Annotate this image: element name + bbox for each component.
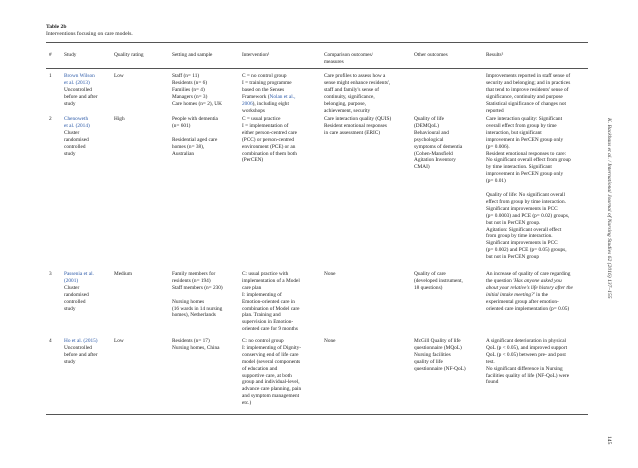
row2-quality: High — [114, 116, 125, 122]
row1-intervention-tail: ), including eight workshops — [242, 100, 289, 114]
header-num: # — [49, 52, 52, 58]
row3-study — [64, 271, 94, 312]
header-setting: Setting and sample — [172, 52, 213, 58]
table-number: Table 2b — [46, 24, 67, 30]
row2-study-link[interactable]: Chenoweth et al. (2014) — [64, 116, 90, 129]
row1-intervention-text: C = no control group I = training programme based on the Senses Framework ( — [242, 73, 292, 100]
row1-study — [64, 73, 98, 108]
row2-study — [64, 116, 90, 157]
bottom-rule — [46, 414, 588, 415]
row2-other: Quality of life (DEMQoL) Behavioural and psychological symptoms of dementia (Cohen-Mansfield Agitation Inventory CMAI) — [414, 116, 463, 171]
row3-comparison: None — [324, 271, 336, 277]
table-caption — [46, 24, 133, 38]
table-title: Interventions focusing on care models. — [46, 31, 133, 37]
header-other: Other outcomes — [414, 52, 448, 58]
row1-results: Improvements reported in staff sense of security and belonging; and in practices that tend to improve residents' sense of significance, continuity and purpose Statistical significance of changes not reported — [486, 73, 571, 114]
header-comparison: Comparison outcomes/ measures — [324, 52, 373, 65]
header-intervention: Intervention¹ — [242, 52, 270, 58]
row1-quality: Low — [114, 73, 124, 79]
row3-quality: Medium — [114, 271, 132, 277]
row3-intervention: C: usual practice with implementation of a Model care plan I: implementing of Emotion-oriented care in combination of Model care plan. Training and supervision in Emotion- oriented care for 9 months — [242, 271, 300, 333]
row2-setting: People with dementia (n= 601) Residential aged care homes (n= 38), Australian — [172, 116, 218, 157]
row3-results-quote: 'Has anyone asked you about your relative's life history after the initial intake meeting?' — [486, 277, 573, 298]
top-rule — [46, 42, 588, 43]
row4-quality: Low — [114, 338, 124, 344]
row2-results: Care interaction quality: Significant overall effect from group by time interaction, but significant improvement in PerCEN group only (p= 0.006). Resident emotional responses to care: No significant overall effect from group by time interaction. Significant improvement in PerCEN group only (p= 0.01) Quality of life: No significant overall effect from group by time interaction. Significant improvements in PCC (p= 0.0003) and PCE (p= 0.02) groups, but not in PerCEN group. Agitation: Significant overall effect from group by time interaction. Significant improvements in PCC (p= 0.002) and PCE (p= 0.05) groups, but not in PerCEN group — [486, 116, 571, 261]
running-header-text: K. Backhaus et al. / International Journal of Nursing Studies 62 (2016) 137–155 — [606, 118, 612, 299]
row4-other: McGill Quality of life questionnaire (MQoL) Nursing facilities quality of life questionnaire (NF-QoL) — [414, 338, 466, 372]
row2-study-design: Cluster randomised controlled study — [64, 129, 89, 157]
header-results: Results² — [486, 52, 504, 58]
header-quality: Quality rating — [114, 52, 144, 58]
row1-intervention-link[interactable]: Nolan et al., 2006 — [242, 93, 296, 107]
row2-num: 2 — [49, 116, 52, 122]
header-rule — [46, 68, 588, 69]
row4-comparison: None — [324, 338, 336, 344]
row4-study-design: Uncontrolled before and after study — [64, 344, 98, 365]
row4-study — [64, 338, 98, 366]
row3-other: Quality of care (developed instrument, 18 questions) — [414, 271, 463, 291]
row1-comparison: Care profiles to assess how a sense might enhance residents', staff and family's sense of continuity, significance, belonging, purpose, achievement, security — [324, 73, 391, 114]
row2-comparison: Care interaction quality (QUIS) Resident emotional responses in care assessment (ERIC) — [324, 116, 392, 136]
row4-results: A significant deterioration in physical QoL (p < 0.05), and improved support QoL (p < 0.05) between pre- and post test. No significant difference in Nursing facilities quality of life (NF-QoL) were found — [486, 338, 570, 386]
row1-num: 1 — [49, 73, 52, 79]
row1-study-link[interactable]: Brown Wilson et al. (2013) — [64, 73, 95, 86]
row3-study-link[interactable]: Passenia et al. (2001) — [64, 271, 94, 284]
row4-setting: Residents (n= 17) Nursing homes, China — [172, 338, 220, 351]
row1-setting: Staff (n= 11) Residents (n= 6) Families (n= 4) Managers (n= 3) Care homes (n= 2), UK — [172, 73, 222, 107]
page-number-text: 145 — [606, 436, 612, 445]
header-study: Study — [64, 52, 77, 58]
row3-results-tail: in the experimental group after emotion- oriented care implementation (p= 0.05) — [486, 291, 570, 312]
row2-intervention: C = usual practice I = implementation of either person-centred care (PCC) or person-centred environment (PCE) or an combination of them both (PerCEN) — [242, 116, 297, 164]
row3-results — [486, 271, 573, 312]
row4-study-link[interactable]: Ho et al. (2015) — [64, 338, 98, 344]
page-number — [604, 436, 614, 450]
row4-intervention: C: no control group I: implementing of Dignity- conserving end of life care model (several components of education and supportive care, at both group and individual-level, advance care planning, pain and symptom management etc.) — [242, 338, 302, 407]
row3-num: 3 — [49, 271, 52, 277]
running-header — [604, 118, 612, 308]
row1-intervention — [242, 73, 295, 114]
row3-setting: Family members for residents (n= 194) Staff members (n= 230) Nursing homes (16 wards in 14 nursing homes), Netherlands — [172, 271, 223, 319]
row3-results-text: An increase of quality of care regarding the question — [486, 271, 571, 284]
row1-study-design: Uncontrolled before and after study — [64, 86, 98, 107]
row4-num: 4 — [49, 338, 52, 344]
row3-study-design: Cluster randomised controlled study — [64, 284, 89, 312]
